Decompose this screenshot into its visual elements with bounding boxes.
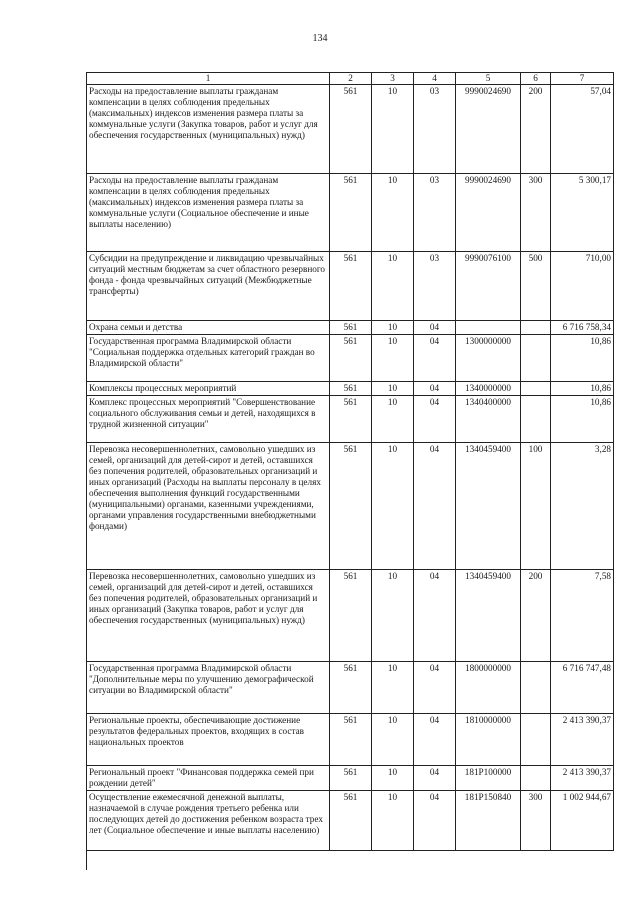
table-row xyxy=(87,335,614,382)
section-code-cell: 10 xyxy=(372,85,414,174)
expense-type-cell xyxy=(521,382,551,396)
row-name-cell: Государственная программа Владимирской области "Социальная поддержка отдельных категорий граждан во Владимирской области" xyxy=(87,335,330,382)
grbs-code-cell: 561 xyxy=(330,714,372,766)
subsection-code-cell: 03 xyxy=(414,85,456,174)
subsection-code-cell: 04 xyxy=(414,396,456,443)
amount-cell: 5 300,17 xyxy=(551,174,614,252)
amount-cell: 710,00 xyxy=(551,252,614,321)
table-row xyxy=(87,382,614,396)
table-row xyxy=(87,396,614,443)
row-name-cell: Перевозка несовершеннолетних, самовольно ушедших из семей, организаций для детей-сирот и детей, оставшихся без попечения родителей, образовательных организаций и иных организаций (Расходы на выплаты персоналу в целях обеспечения выполнения функций государственными (муниципальными) органами, казенными учреждениями, органами управления государственными внебюджетными фондами) xyxy=(87,443,330,570)
subsection-code-cell: 03 xyxy=(414,252,456,321)
column-header: 3 xyxy=(372,73,414,85)
section-code-cell: 10 xyxy=(372,714,414,766)
expense-type-cell xyxy=(521,335,551,382)
row-name-cell: Региональный проект "Финансовая поддержка семей при рождении детей" xyxy=(87,766,330,791)
section-code-cell: 10 xyxy=(372,321,414,335)
expense-type-cell xyxy=(521,396,551,443)
grbs-code-cell: 561 xyxy=(330,382,372,396)
subsection-code-cell: 04 xyxy=(414,443,456,570)
amount-cell: 2 413 390,37 xyxy=(551,714,614,766)
column-header: 2 xyxy=(330,73,372,85)
grbs-code-cell: 561 xyxy=(330,662,372,714)
amount-cell: 10,86 xyxy=(551,335,614,382)
section-code-cell: 10 xyxy=(372,174,414,252)
target-article-cell: 181P100000 xyxy=(456,766,521,791)
row-name-cell: Расходы на предоставление выплаты гражданам компенсации в целях соблюдения предельных (максимальных) индексов изменения размера платы за коммунальные услуги (Закупка товаров, работ и услуг для обеспечения государственных (муниципальных) нужд) xyxy=(87,85,330,174)
table-row xyxy=(87,174,614,252)
target-article-cell: 9990024690 xyxy=(456,174,521,252)
row-name-cell: Государственная программа Владимирской области "Дополнительные меры по улучшению демографической ситуации во Владимирской области" xyxy=(87,662,330,714)
subsection-code-cell: 04 xyxy=(414,570,456,662)
section-code-cell: 10 xyxy=(372,252,414,321)
row-name-cell: Региональные проекты, обеспечивающие достижение результатов федеральных проектов, входящих в состав национальных проектов xyxy=(87,714,330,766)
grbs-code-cell: 561 xyxy=(330,174,372,252)
target-article-cell: 9990076100 xyxy=(456,252,521,321)
expense-type-cell xyxy=(521,766,551,791)
section-code-cell: 10 xyxy=(372,570,414,662)
grbs-code-cell: 561 xyxy=(330,252,372,321)
table-row xyxy=(87,443,614,570)
amount-cell: 10,86 xyxy=(551,396,614,443)
target-article-cell: 1340000000 xyxy=(456,382,521,396)
grbs-code-cell: 561 xyxy=(330,321,372,335)
row-name-cell: Субсидии на предупреждение и ликвидацию чрезвычайных ситуаций местным бюджетам за счет областного резервного фонда - фонда чрезвычайных ситуаций (Межбюджетные трансферты) xyxy=(87,252,330,321)
page-number: 134 xyxy=(312,33,328,44)
table-row xyxy=(87,791,614,851)
target-article-cell xyxy=(456,321,521,335)
subsection-code-cell: 04 xyxy=(414,321,456,335)
target-article-cell: 1810000000 xyxy=(456,714,521,766)
section-code-cell: 10 xyxy=(372,766,414,791)
column-header: 1 xyxy=(87,73,330,85)
table-header-row xyxy=(87,73,614,85)
section-code-cell: 10 xyxy=(372,443,414,570)
row-name-cell: Осуществление ежемесячной денежной выплаты, назначаемой в случае рождения третьего ребенка или последующих детей до достижения ребенком возраста трех лет (Социальное обеспечение и иные выплаты населению) xyxy=(87,791,330,851)
expense-type-cell xyxy=(521,662,551,714)
budget-table xyxy=(86,72,614,851)
target-article-cell: 1340459400 xyxy=(456,443,521,570)
grbs-code-cell: 561 xyxy=(330,443,372,570)
expense-type-cell: 200 xyxy=(521,570,551,662)
column-header: 4 xyxy=(414,73,456,85)
target-article-cell: 1800000000 xyxy=(456,662,521,714)
grbs-code-cell: 561 xyxy=(330,766,372,791)
column-header: 5 xyxy=(456,73,521,85)
subsection-code-cell: 04 xyxy=(414,791,456,851)
target-article-cell: 181P150840 xyxy=(456,791,521,851)
table-row xyxy=(87,662,614,714)
section-code-cell: 10 xyxy=(372,335,414,382)
table-row xyxy=(87,85,614,174)
row-name-cell: Перевозка несовершеннолетних, самовольно ушедших из семей, организаций для детей-сирот и детей, оставшихся без попечения родителей, образовательных организаций и иных организаций (Закупка товаров, работ и услуг для обеспечения государственных (муниципальных) нужд) xyxy=(87,570,330,662)
amount-cell: 57,04 xyxy=(551,85,614,174)
row-name-cell: Комплексы процессных мероприятий xyxy=(87,382,330,396)
amount-cell: 2 413 390,37 xyxy=(551,766,614,791)
column-header: 6 xyxy=(521,73,551,85)
amount-cell: 7,58 xyxy=(551,570,614,662)
grbs-code-cell: 561 xyxy=(330,85,372,174)
subsection-code-cell: 04 xyxy=(414,382,456,396)
table-continuation xyxy=(86,848,614,870)
subsection-code-cell: 03 xyxy=(414,174,456,252)
amount-cell: 6 716 747,48 xyxy=(551,662,614,714)
table-row xyxy=(87,714,614,766)
expense-type-cell: 300 xyxy=(521,174,551,252)
amount-cell: 10,86 xyxy=(551,382,614,396)
subsection-code-cell: 04 xyxy=(414,714,456,766)
amount-cell: 3,28 xyxy=(551,443,614,570)
target-article-cell: 9990024690 xyxy=(456,85,521,174)
section-code-cell: 10 xyxy=(372,382,414,396)
grbs-code-cell: 561 xyxy=(330,791,372,851)
target-article-cell: 1340400000 xyxy=(456,396,521,443)
expense-type-cell: 500 xyxy=(521,252,551,321)
table-row xyxy=(87,766,614,791)
section-code-cell: 10 xyxy=(372,396,414,443)
table-row xyxy=(87,570,614,662)
table-row xyxy=(87,252,614,321)
expense-type-cell: 200 xyxy=(521,85,551,174)
row-name-cell: Комплекс процессных мероприятий "Совершенствование социального обслуживания семьи и детей, находящихся в трудной жизненной ситуации" xyxy=(87,396,330,443)
row-name-cell: Охрана семьи и детства xyxy=(87,321,330,335)
grbs-code-cell: 561 xyxy=(330,335,372,382)
expense-type-cell xyxy=(521,714,551,766)
amount-cell: 6 716 758,34 xyxy=(551,321,614,335)
subsection-code-cell: 04 xyxy=(414,335,456,382)
subsection-code-cell: 04 xyxy=(414,662,456,714)
target-article-cell: 1300000000 xyxy=(456,335,521,382)
grbs-code-cell: 561 xyxy=(330,570,372,662)
table-row xyxy=(87,321,614,335)
expense-type-cell: 100 xyxy=(521,443,551,570)
expense-type-cell: 300 xyxy=(521,791,551,851)
amount-cell: 1 002 944,67 xyxy=(551,791,614,851)
target-article-cell: 1340459400 xyxy=(456,570,521,662)
section-code-cell: 10 xyxy=(372,662,414,714)
column-header: 7 xyxy=(551,73,614,85)
grbs-code-cell: 561 xyxy=(330,396,372,443)
subsection-code-cell: 04 xyxy=(414,766,456,791)
expense-type-cell xyxy=(521,321,551,335)
row-name-cell: Расходы на предоставление выплаты гражданам компенсации в целях соблюдения предельных (максимальных) индексов изменения размера платы за коммунальные услуги (Социальное обеспечение и иные выплаты населению) xyxy=(87,174,330,252)
section-code-cell: 10 xyxy=(372,791,414,851)
